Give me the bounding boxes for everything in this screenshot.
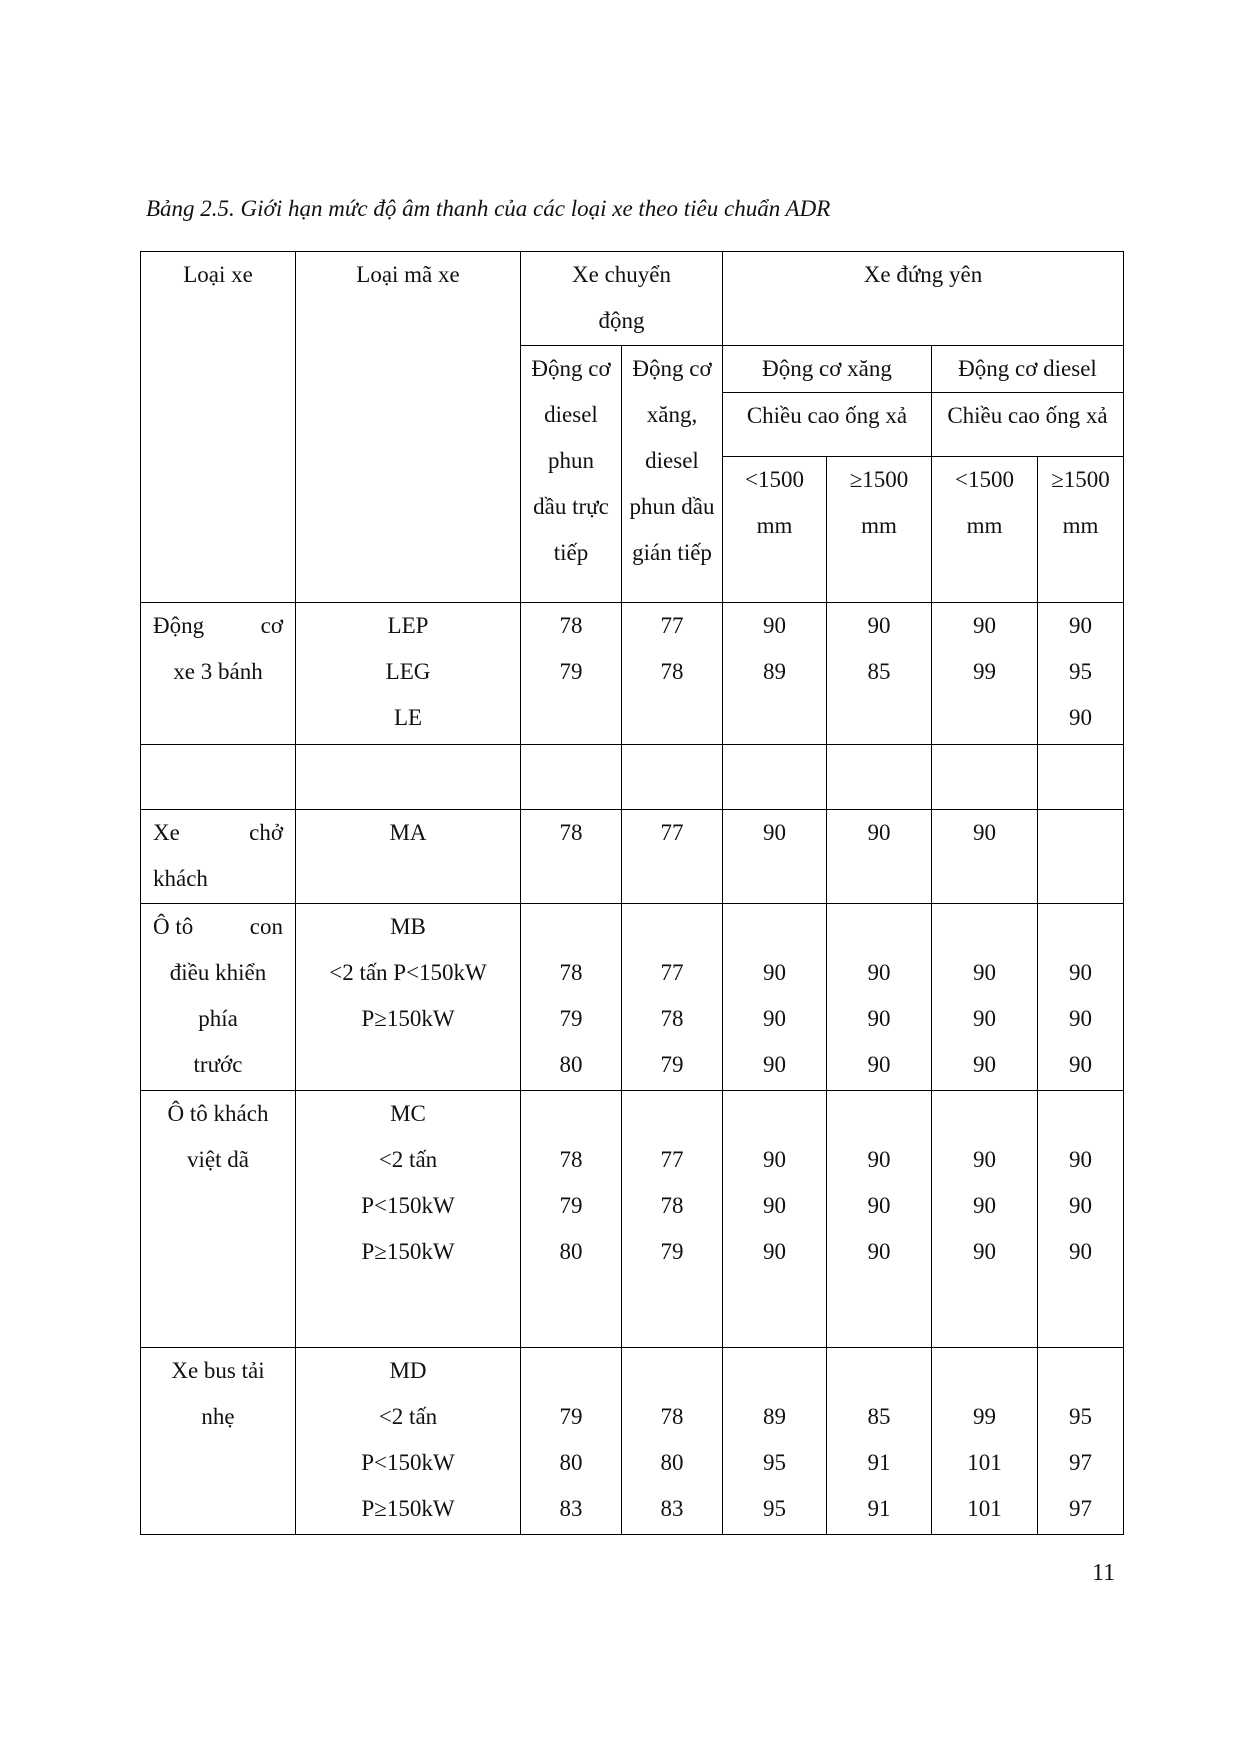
header-lt1500-diesel: <1500 mm — [932, 457, 1038, 603]
table-row — [141, 603, 1124, 745]
value-cell: 78 80 83 — [622, 1348, 723, 1535]
vehicle-code-cell: MC <2 tấn P<150kW P≥150kW — [296, 1091, 521, 1348]
vehicle-code-cell: MD <2 tấn P<150kW P≥150kW — [296, 1348, 521, 1535]
value-cell: 90 99 — [932, 603, 1038, 745]
value-cell — [1038, 745, 1124, 810]
header-ge1500-diesel: ≥1500 mm — [1038, 457, 1124, 603]
value-cell: 89 95 95 — [723, 1348, 827, 1535]
value-cell: 77 78 79 — [622, 904, 723, 1091]
value-cell — [622, 745, 723, 810]
vehicle-type-cell: Xe bus tải nhẹ — [141, 1348, 296, 1535]
value-cell — [827, 745, 932, 810]
header-stationary: Xe đứng yên — [723, 252, 1124, 346]
value-cell: 90 — [723, 810, 827, 904]
value-cell: 99 101 101 — [932, 1348, 1038, 1535]
header-ge1500-petrol: ≥1500 mm — [827, 457, 932, 603]
vehicle-type-cell: Động cơ xe 3 bánh — [141, 603, 296, 745]
value-cell: 90 90 90 — [827, 1091, 932, 1348]
vehicle-type-cell — [141, 745, 296, 810]
header-diesel-engine: Động cơ diesel — [932, 346, 1124, 393]
value-cell: 79 80 83 — [521, 1348, 622, 1535]
value-cell: 90 89 — [723, 603, 827, 745]
value-cell: 95 97 97 — [1038, 1348, 1124, 1535]
value-cell: 90 90 90 — [932, 1091, 1038, 1348]
vehicle-code-cell: MA — [296, 810, 521, 904]
noise-limit-table — [140, 251, 1124, 1535]
header-petrol-indirect: Động cơ xăng, diesel phun dầu gián tiếp — [622, 346, 723, 603]
value-cell: 90 90 90 — [1038, 1091, 1124, 1348]
value-cell: 77 78 — [622, 603, 723, 745]
vehicle-code-cell — [296, 745, 521, 810]
value-cell: 90 — [827, 810, 932, 904]
table-row — [141, 1348, 1124, 1535]
header-exhaust-height-petrol: Chiều cao ống xả — [723, 393, 932, 457]
value-cell: 77 78 79 — [622, 1091, 723, 1348]
vehicle-code-cell: MB <2 tấn P<150kW P≥150kW — [296, 904, 521, 1091]
header-vehicle-type: Loại xe — [141, 252, 296, 603]
value-cell — [521, 745, 622, 810]
table-row — [141, 904, 1124, 1091]
value-cell: 90 — [932, 810, 1038, 904]
value-cell: 78 79 80 — [521, 904, 622, 1091]
value-cell: 90 90 90 — [827, 904, 932, 1091]
vehicle-type-cell: Xe chở khách — [141, 810, 296, 904]
header-diesel-direct: Động cơ diesel phun dầu trực tiếp — [521, 346, 622, 603]
table-row — [141, 745, 1124, 810]
value-cell: 90 85 — [827, 603, 932, 745]
value-cell — [1038, 810, 1124, 904]
value-cell: 90 95 90 — [1038, 603, 1124, 745]
value-cell — [932, 745, 1038, 810]
vehicle-type-cell: Ô tô con điều khiển phía trước — [141, 904, 296, 1091]
value-cell: 90 90 90 — [723, 904, 827, 1091]
value-cell: 78 — [521, 810, 622, 904]
vehicle-type-cell: Ô tô khách việt dã — [141, 1091, 296, 1348]
value-cell: 78 79 — [521, 603, 622, 745]
header-petrol-engine: Động cơ xăng — [723, 346, 932, 393]
table-row — [141, 810, 1124, 904]
header-lt1500-petrol: <1500 mm — [723, 457, 827, 603]
value-cell: 90 90 90 — [1038, 904, 1124, 1091]
header-vehicle-code: Loại mã xe — [296, 252, 521, 603]
vehicle-code-cell: LEP LEG LE — [296, 603, 521, 745]
table-row — [141, 1091, 1124, 1348]
header-moving: Xe chuyển động — [521, 252, 723, 346]
value-cell: 77 — [622, 810, 723, 904]
header-exhaust-height-diesel: Chiều cao ống xả — [932, 393, 1124, 457]
value-cell: 78 79 80 — [521, 1091, 622, 1348]
value-cell — [723, 745, 827, 810]
value-cell: 85 91 91 — [827, 1348, 932, 1535]
value-cell: 90 90 90 — [723, 1091, 827, 1348]
value-cell: 90 90 90 — [932, 904, 1038, 1091]
page-number: 11 — [1092, 1560, 1116, 1586]
table-caption: Bảng 2.5. Giới hạn mức độ âm thanh của các loại xe theo tiêu chuẩn ADR — [146, 196, 831, 221]
